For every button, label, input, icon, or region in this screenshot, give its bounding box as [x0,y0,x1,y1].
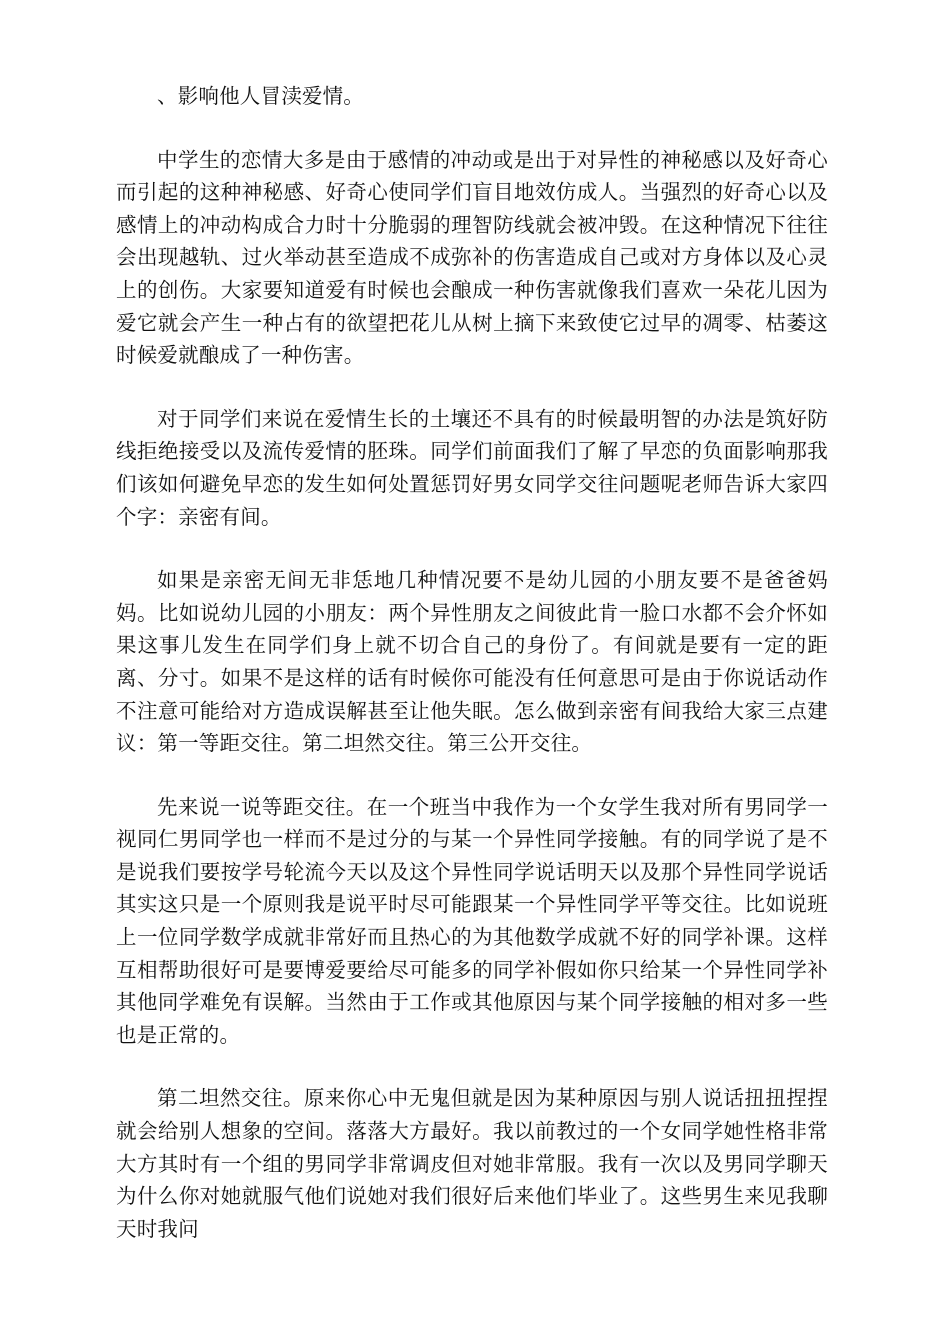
paragraph-3: 对于同学们来说在爱情生长的土壤还不具有的时候最明智的办法是筑好防线拒绝接受以及流传爱情的胚珠。同学们前面我们了解了早恋的负面影响那我们该如何避免早恋的发生如何处置惩罚好男女同学交往问题呢老师告诉大家四个字：亲密有间。 [116,406,828,529]
paragraph-6: 第二坦然交往。原来你心中无鬼但就是因为某种原因与别人说话扭扭捏捏就会给别人想象的空间。落落大方最好。我以前教过的一个女同学她性格非常大方其时有一个组的男同学非常调皮但对她非常服。我有一次以及男同学聊天为什么你对她就服气他们说她对我们很好后来他们毕业了。这些男生来见我聊天时我问 [116,1086,828,1241]
document-page [116,80,828,1276]
paragraph-1: 、影响他人冒渎爱情。 [157,84,364,108]
paragraph-2: 中学生的恋情大多是由于感情的冲动或是出于对异性的神秘感以及好奇心而引起的这种神秘感、好奇心使同学们盲目地效仿成人。当强烈的好奇心以及感情上的冲动构成合力时十分脆弱的理智防线就会被冲毁。在这种情况下往往会出现越轨、过火举动甚至造成不成弥补的伤害造成自己或对方身体以及心灵上的创伤。大家要知道爱有时候也会酿成一种伤害就像我们喜欢一朵花儿因为爱它就会产生一种占有的欲望把花儿从树上摘下来致使它过早的凋零、枯萎这时候爱就酿成了一种伤害。 [116,147,828,368]
paragraph-4: 如果是亲密无间无非恁地几种情况要不是幼儿园的小朋友要不是爸爸妈妈。比如说幼儿园的小朋友：两个异性朋友之间彼此肯一脸口水都不会介怀如果这事儿发生在同学们身上就不切合自己的身份了。有间就是要有一定的距离、分寸。如果不是这样的话有时候你可能没有任何意思可是由于你说话动作不注意可能给对方造成误解甚至让他失眠。怎么做到亲密有间我给大家三点建议：第一等距交往。第二坦然交往。第三公开交往。 [116,568,828,756]
paragraph-5: 先来说一说等距交往。在一个班当中我作为一个女学生我对所有男同学一视同仁男同学也一样而不是过分的与某一个异性同学接触。有的同学说了是不是说我们要按学号轮流今天以及这个异性同学说话明天以及那个异性同学说话其实这只是一个原则我是说平时尽可能跟某一个异性同学平等交往。比如说班上一位同学数学成就非常好而且热心的为其他数学成就不好的同学补课。这样互相帮助很好可是要博爱要给尽可能多的同学补假如你只给某一个异性同学补其他同学难免有误解。当然由于工作或其他原因与某个同学接触的相对多一些也是正常的。 [116,794,828,1047]
